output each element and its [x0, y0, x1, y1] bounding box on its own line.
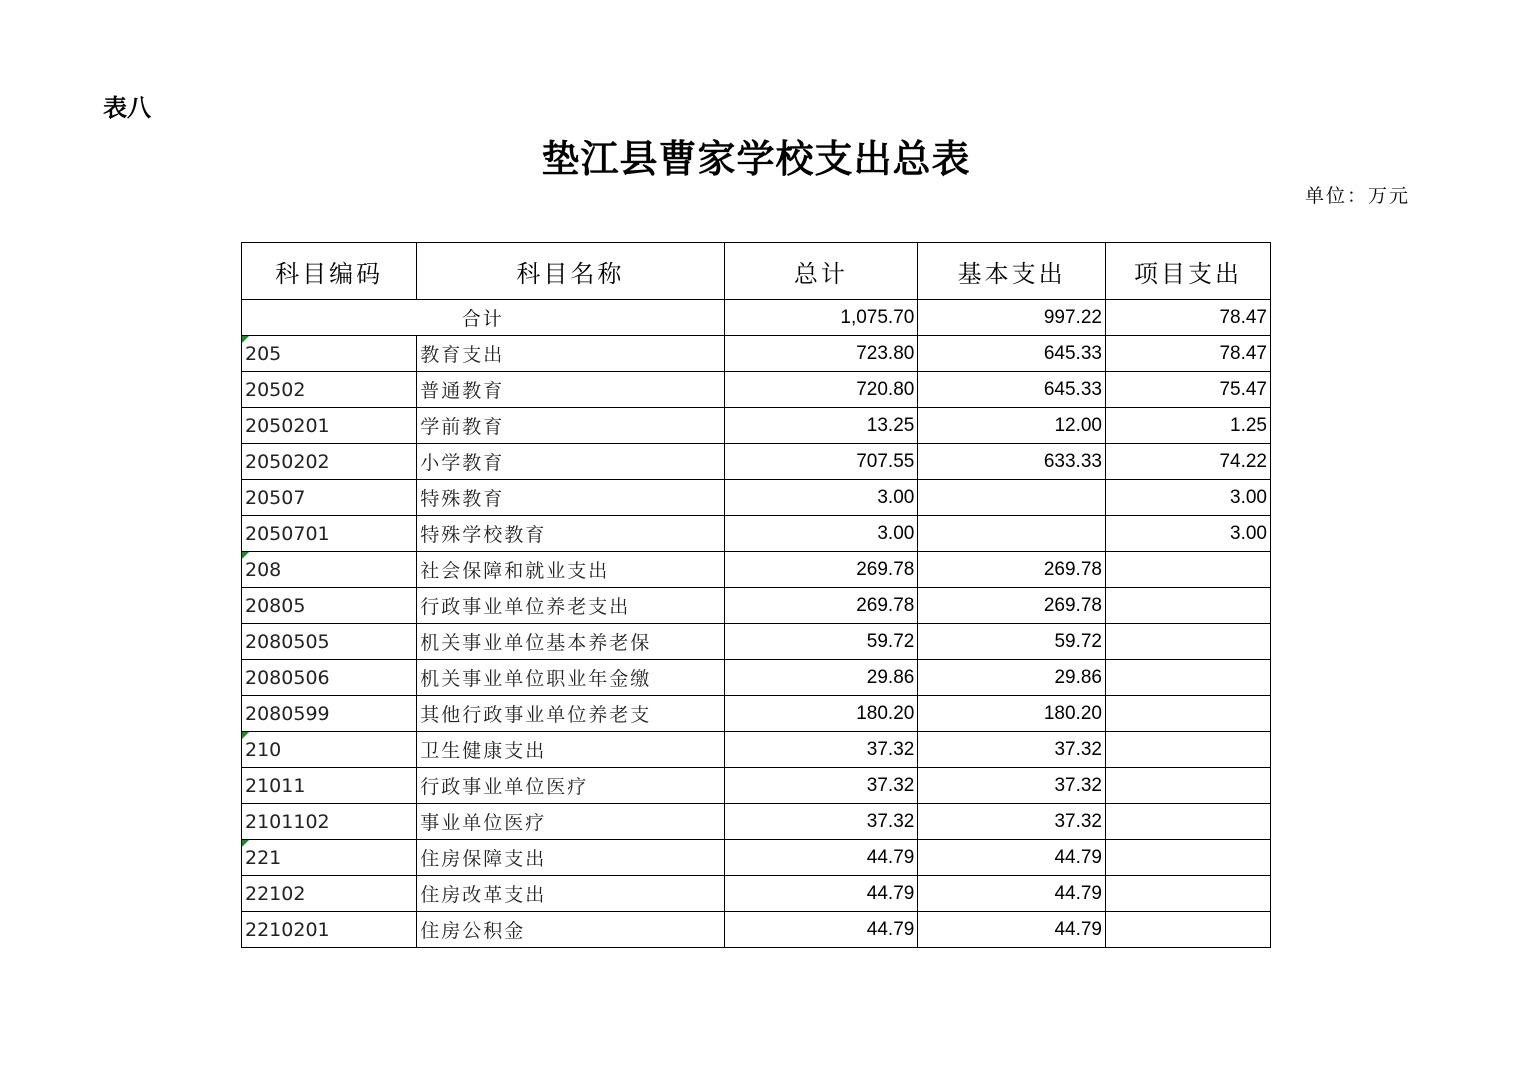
amount-basic: 633.33: [918, 444, 1106, 480]
cell-flag-icon: [242, 840, 249, 847]
subject-code-text: 2080599: [245, 702, 330, 725]
page-title: 垫江县曹家学校支出总表: [541, 136, 971, 181]
subject-code-text: 21011: [245, 774, 306, 797]
table-row: [242, 552, 1271, 588]
subject-name: 小学教育: [417, 444, 724, 480]
amount-total: 59.72: [724, 624, 918, 660]
amount-project: 75.47: [1105, 372, 1270, 408]
table-row: [242, 444, 1271, 480]
amount-total: 180.20: [724, 696, 918, 732]
total-project: 78.47: [1105, 300, 1270, 336]
subject-code-text: 2050701: [245, 522, 330, 545]
amount-project: [1105, 552, 1270, 588]
subject-code: [242, 588, 417, 624]
amount-basic: 645.33: [918, 372, 1106, 408]
table-row: [242, 624, 1271, 660]
amount-total: 37.32: [724, 768, 918, 804]
subject-name: 特殊学校教育: [417, 516, 724, 552]
amount-project: [1105, 588, 1270, 624]
table-row: [242, 516, 1271, 552]
expenditure-table: [241, 242, 1271, 948]
table-row: [242, 408, 1271, 444]
subject-name: 事业单位医疗: [417, 804, 724, 840]
subject-name: 其他行政事业单位养老支: [417, 696, 724, 732]
header-code: 科目编码: [242, 243, 417, 300]
table-row: [242, 732, 1271, 768]
subject-code-text: 210: [245, 738, 282, 761]
header-total: 总计: [724, 243, 918, 300]
amount-basic: 44.79: [918, 912, 1106, 948]
amount-basic: 269.78: [918, 552, 1106, 588]
amount-basic: 37.32: [918, 768, 1106, 804]
subject-name: 住房改革支出: [417, 876, 724, 912]
subject-name: 机关事业单位职业年金缴: [417, 660, 724, 696]
amount-total: 269.78: [724, 552, 918, 588]
amount-basic: 37.32: [918, 804, 1106, 840]
amount-total: 269.78: [724, 588, 918, 624]
subject-name: 机关事业单位基本养老保: [417, 624, 724, 660]
subject-name: 行政事业单位养老支出: [417, 588, 724, 624]
subject-code: [242, 480, 417, 516]
subject-code: [242, 912, 417, 948]
subject-code: [242, 624, 417, 660]
table-row: [242, 372, 1271, 408]
subject-code-text: 20502: [245, 378, 306, 401]
amount-basic: [918, 516, 1106, 552]
table-row: [242, 912, 1271, 948]
amount-basic: 29.86: [918, 660, 1106, 696]
subject-name: 住房公积金: [417, 912, 724, 948]
amount-total: 44.79: [724, 840, 918, 876]
subject-code-text: 221: [245, 846, 282, 869]
total-label: 合计: [242, 300, 725, 336]
amount-project: [1105, 696, 1270, 732]
table-row: [242, 768, 1271, 804]
subject-code-text: 2080506: [245, 666, 330, 689]
amount-total: 707.55: [724, 444, 918, 480]
table-row: [242, 840, 1271, 876]
subject-name: 卫生健康支出: [417, 732, 724, 768]
subject-code-text: 2080505: [245, 630, 330, 653]
amount-total: 44.79: [724, 876, 918, 912]
subject-code: [242, 696, 417, 732]
amount-project: [1105, 804, 1270, 840]
subject-code: [242, 732, 417, 768]
sheet-label: 表八: [103, 94, 151, 122]
subject-code-text: 2050201: [245, 414, 330, 437]
amount-total: 3.00: [724, 480, 918, 516]
amount-project: 3.00: [1105, 516, 1270, 552]
amount-total: 37.32: [724, 732, 918, 768]
amount-project: [1105, 660, 1270, 696]
subject-code-text: 20805: [245, 594, 306, 617]
amount-total: 44.79: [724, 912, 918, 948]
subject-name: 住房保障支出: [417, 840, 724, 876]
amount-project: [1105, 876, 1270, 912]
total-row: [242, 300, 1271, 336]
amount-project: [1105, 768, 1270, 804]
subject-name: 教育支出: [417, 336, 724, 372]
amount-project: [1105, 840, 1270, 876]
table-row: [242, 480, 1271, 516]
amount-basic: [918, 480, 1106, 516]
amount-basic: 645.33: [918, 336, 1106, 372]
subject-code: [242, 660, 417, 696]
subject-code-text: 2210201: [245, 918, 330, 941]
subject-code-text: 20507: [245, 486, 306, 509]
subject-code: [242, 804, 417, 840]
amount-basic: 44.79: [918, 876, 1106, 912]
subject-name: 特殊教育: [417, 480, 724, 516]
cell-flag-icon: [242, 732, 249, 739]
amount-project: 1.25: [1105, 408, 1270, 444]
subject-code: [242, 876, 417, 912]
amount-project: [1105, 912, 1270, 948]
total-basic: 997.22: [918, 300, 1106, 336]
subject-name: 普通教育: [417, 372, 724, 408]
amount-basic: 180.20: [918, 696, 1106, 732]
amount-total: 723.80: [724, 336, 918, 372]
amount-basic: 269.78: [918, 588, 1106, 624]
amount-basic: 12.00: [918, 408, 1106, 444]
amount-project: [1105, 624, 1270, 660]
table-row: [242, 660, 1271, 696]
amount-total: 13.25: [724, 408, 918, 444]
amount-project: 74.22: [1105, 444, 1270, 480]
subject-code-text: 2050202: [245, 450, 330, 473]
amount-project: 78.47: [1105, 336, 1270, 372]
subject-name: 行政事业单位医疗: [417, 768, 724, 804]
amount-basic: 44.79: [918, 840, 1106, 876]
amount-project: 3.00: [1105, 480, 1270, 516]
total-total: 1,075.70: [724, 300, 918, 336]
amount-project: [1105, 732, 1270, 768]
amount-total: 3.00: [724, 516, 918, 552]
unit-label: 单位：万元: [1304, 185, 1410, 207]
subject-code: [242, 372, 417, 408]
header-project: 项目支出: [1105, 243, 1270, 300]
subject-code: [242, 408, 417, 444]
table-row: [242, 588, 1271, 624]
amount-basic: 37.32: [918, 732, 1106, 768]
subject-name: 学前教育: [417, 408, 724, 444]
subject-code: [242, 336, 417, 372]
amount-basic: 59.72: [918, 624, 1106, 660]
subject-code: [242, 516, 417, 552]
amount-total: 29.86: [724, 660, 918, 696]
table-row: [242, 696, 1271, 732]
subject-code: [242, 444, 417, 480]
subject-code-text: 22102: [245, 882, 306, 905]
subject-code-text: 2101102: [245, 810, 330, 833]
header-row: [242, 243, 1271, 300]
table-row: [242, 804, 1271, 840]
subject-code: [242, 552, 417, 588]
subject-code: [242, 768, 417, 804]
cell-flag-icon: [242, 552, 249, 559]
cell-flag-icon: [242, 336, 249, 343]
header-basic: 基本支出: [918, 243, 1106, 300]
table-row: [242, 876, 1271, 912]
subject-code: [242, 840, 417, 876]
header-name: 科目名称: [417, 243, 724, 300]
subject-code-text: 208: [245, 558, 282, 581]
amount-total: 720.80: [724, 372, 918, 408]
amount-total: 37.32: [724, 804, 918, 840]
table-row: [242, 336, 1271, 372]
subject-code-text: 205: [245, 342, 282, 365]
subject-name: 社会保障和就业支出: [417, 552, 724, 588]
